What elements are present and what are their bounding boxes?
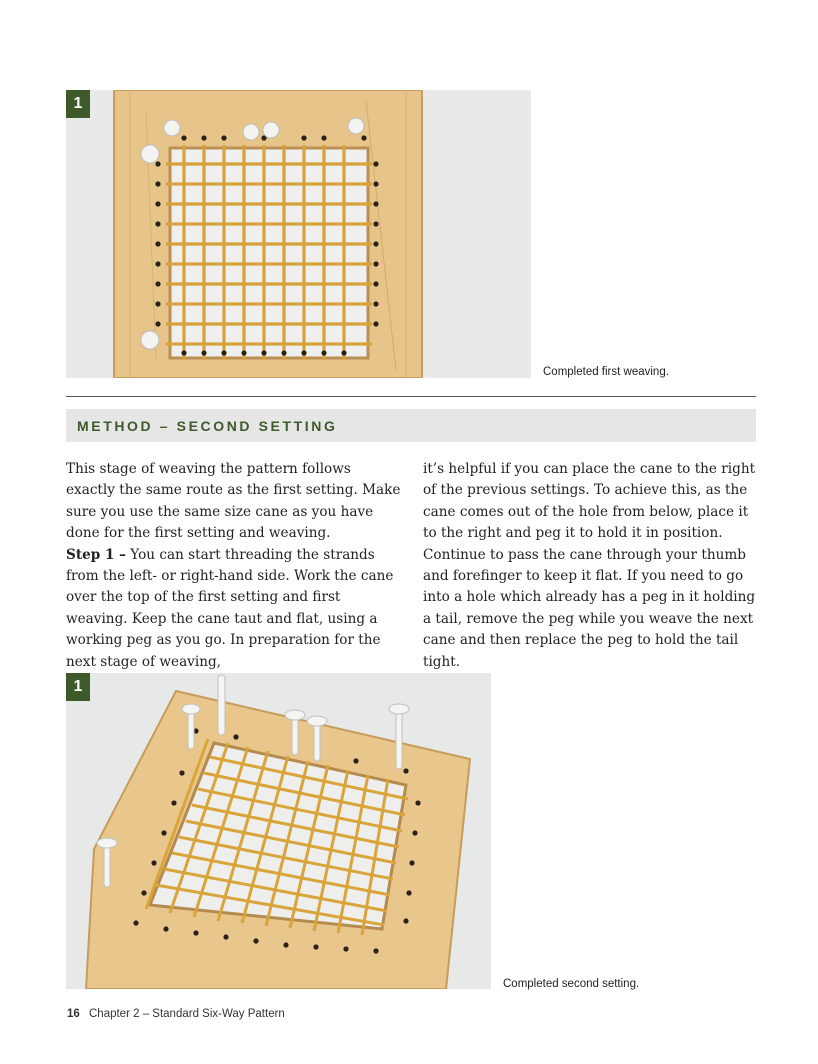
section-title: METHOD – SECOND SETTING bbox=[77, 418, 338, 434]
section-header bbox=[66, 409, 756, 442]
page-number: 16 bbox=[67, 1008, 80, 1020]
step-badge: 1 bbox=[66, 673, 90, 701]
section-divider bbox=[66, 396, 756, 397]
step-paragraph bbox=[66, 545, 402, 673]
photo-second-setting bbox=[66, 673, 491, 989]
step-text: You can start threading the strands from the left- or right-hand side. Work the cane over the top of the first setting and first weaving. Keep the cane taut and flat, using a working peg as you go. In preparation for the next stage of weaving, bbox=[66, 546, 394, 670]
text-column-right bbox=[423, 459, 759, 673]
intro-paragraph: This stage of weaving the pattern follows exactly the same route as the first setting. Make sure you use the same size cane as you have done for the first setting and weaving. bbox=[66, 461, 401, 542]
photo-caption: Completed first weaving. bbox=[543, 366, 669, 378]
text-column-left bbox=[66, 459, 402, 673]
chapter-title: Chapter 2 – Standard Six-Way Pattern bbox=[89, 1008, 285, 1020]
continued-paragraph: it’s helpful if you can place the cane to the right of the previous settings. To achieve this, as the cane comes out of the hole from below, place it to the right and peg it to hold it in position. Continue to pass the cane through your thumb and forefinger to keep it flat. If you need to go into a hole which already has a peg in it holding a tail, remove the peg while you weave the next cane and then replace the peg to hold the tail tight. bbox=[423, 461, 756, 670]
weaving-frame-image-1 bbox=[66, 90, 531, 378]
photo-caption: Completed second setting. bbox=[503, 978, 640, 990]
photo-first-weaving bbox=[66, 90, 531, 378]
page-footer bbox=[67, 1008, 285, 1020]
step-label: Step 1 – bbox=[66, 546, 126, 563]
step-badge: 1 bbox=[66, 90, 90, 118]
weaving-frame-image-2 bbox=[66, 673, 491, 989]
